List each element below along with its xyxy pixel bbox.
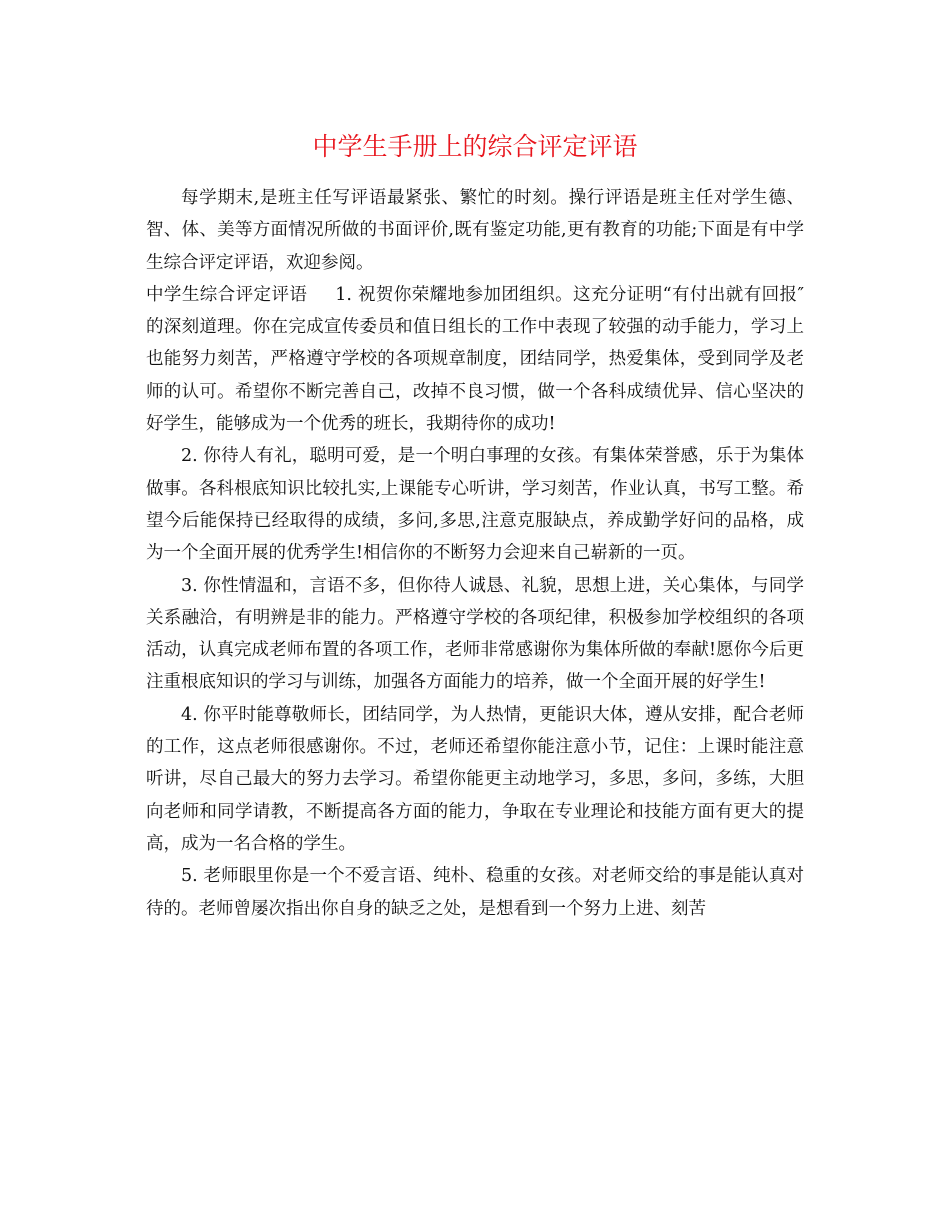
document-body [146,182,804,925]
comment-item-4: 4. 你平时能尊敬师长，团结同学，为人热情，更能识大体，遵从安排，配合老师的工作，这点老师很感谢你。不过，老师还希望你能注意小节，记住：上课时能注意听讲，尽自己最大的努力去学习。希望你能更主动地学习，多思，多问，多练，大胆向老师和同学请教，不断提高各方面的能力，争取在专业理论和技能方面有更大的提高，成为一名合格的学生。 [146,704,804,854]
comment-item-5: 5. 老师眼里你是一个不爱言语、纯朴、稳重的女孩。对老师交给的事是能认真对待的。老师曾屡次指出你自身的缺乏之处，是想看到一个努力上进、刻苦 [146,866,804,919]
document-title: 中学生手册上的综合评定评语 [312,132,638,161]
comment-item-3: 3. 你性情温和，言语不多，但你待人诚恳、礼貌，思想上进，关心集体，与同学关系融洽，有明辨是非的能力。严格遵守学校的各项纪律，积极参加学校组织的各项活动，认真完成老师布置的各项工作，老师非常感谢你为集体所做的奉献!愿你今后更注重根底知识的学习与训练，加强各方面能力的培养，做一个全面开展的好学生! [146,575,804,693]
intro-paragraph: 每学期末,是班主任写评语最紧张、繁忙的时刻。操行评语是班主任对学生德、智、体、美等方面情况所做的书面评价,既有鉴定功能,更有教育的功能;下面是有中学生综合评定评语，欢迎参阅。 [146,188,804,273]
section-paragraph-1 [146,279,804,440]
comment-item-1: 1. 祝贺你荣耀地参加团组织。这充分证明“有付出就有回报″的深刻道理。你在完成宣传委员和值日组长的工作中表现了较强的动手能力，学习上也能努力刻苦，严格遵守学校的各项规章制度，团结同学，热爱集体，受到同学及老师的认可。希望你不断完善自己，改掉不良习惯，做一个各科成绩优异、信心坚决的好学生，能够成为一个优秀的班长，我期待你的成功! [146,284,804,435]
comment-item-2: 2. 你待人有礼，聪明可爱，是一个明白事理的女孩。有集体荣誉感，乐于为集体做事。各科根底知识比较扎实,上课能专心听讲，学习刻苦，作业认真，书写工整。希望今后能保持已经取得的成绩，多问,多思,注意克服缺点，养成勤学好问的品格，成为一个全面开展的优秀学生!相信你的不断努力会迎来自己崭新的一页。 [146,446,804,564]
section-heading: 中学生综合评定评语 [146,284,308,305]
